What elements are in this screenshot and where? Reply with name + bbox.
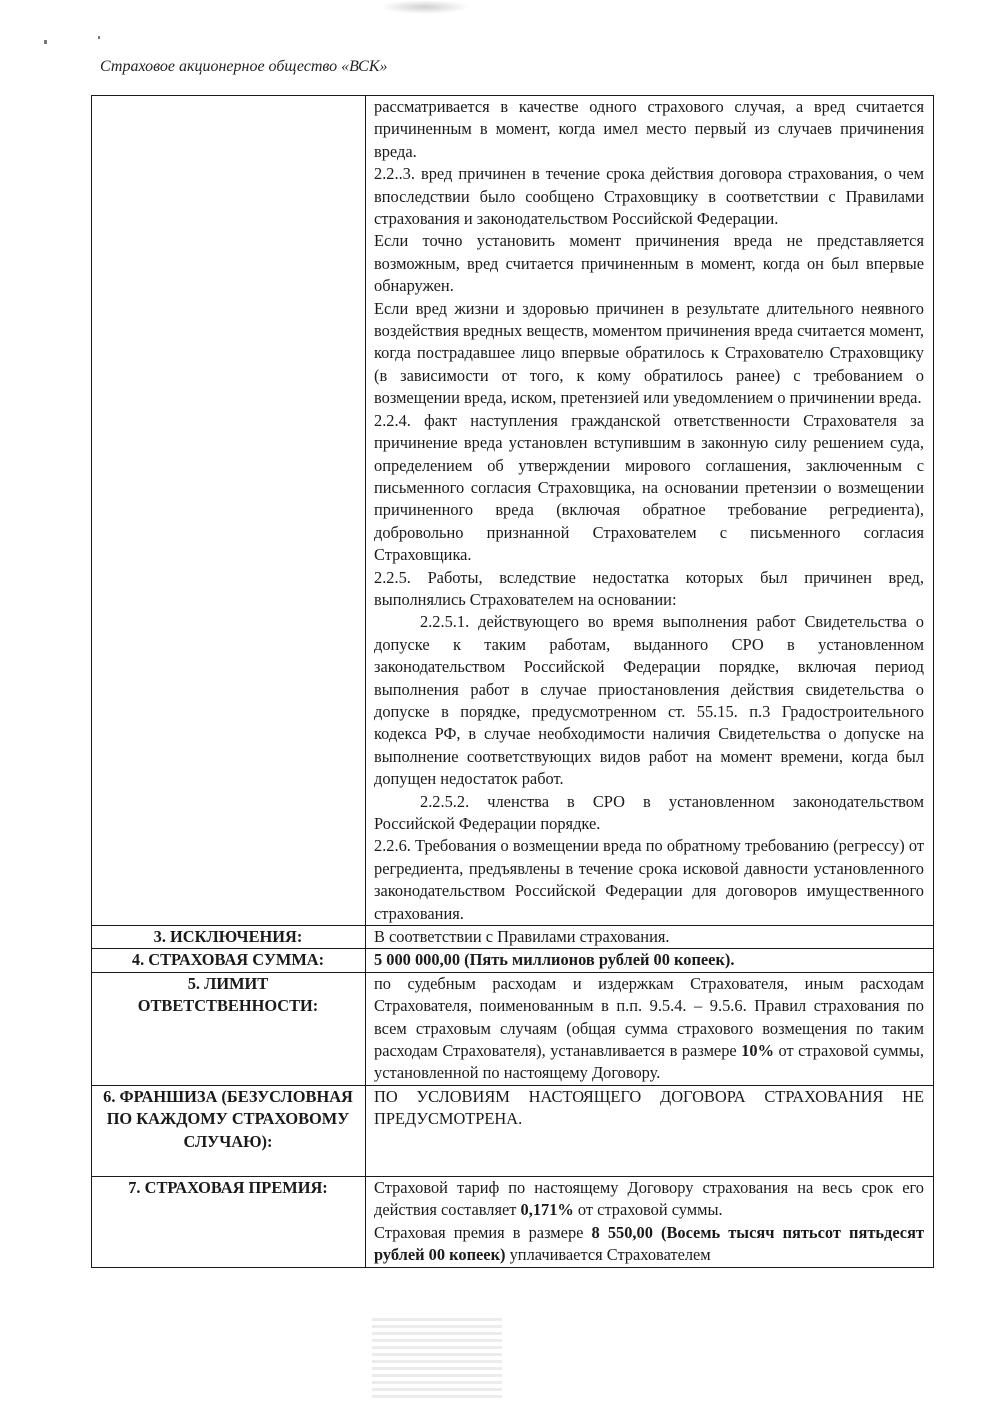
premium-text: Страховая премия в размере [374, 1222, 592, 1242]
deductible-value: ПО УСЛОВИЯМ НАСТОЯЩЕГО ДОГОВОРА СТРАХОВАНИЯ НЕ ПРЕДУСМОТРЕНА. [366, 1085, 934, 1176]
table-row [92, 1085, 934, 1176]
clause-2-2-5: 2.2.5. Работы, вследствие недостатка которых был причинен вред, выполнялись Страхователем на основании: [374, 567, 924, 609]
scan-speck [44, 40, 47, 44]
liability-limit-label: 5. ЛИМИТ ОТВЕТСТВЕННОСТИ: [92, 972, 366, 1085]
sum-insured-value [366, 949, 934, 972]
premium-value [366, 1176, 934, 1267]
limit-text: по судебным расходам и издержкам Страхователя, иным расходам Страхователя, поименованным в п.п. 9.5.4. – 9.5.6. Правил страхования по всем страховым случаям (общая сумма страхового возмещения по таким расходам Страхователя), устанавливается в размере [374, 973, 924, 1061]
tariff-text: от страховой суммы. [573, 1200, 723, 1220]
table-row [92, 1176, 934, 1267]
clause-2-2-3: 2.2..3. вред причинен в течение срока действия договора страхования, о чем впоследствии было сообщено Страховщику в соответствии с Правилами страхования и законодательством Российской Федерации. [374, 164, 924, 229]
sum-insured-amount: 5 000 000,00 (Пять миллионов рублей 00 копеек). [374, 950, 735, 970]
liability-limit-value [366, 972, 934, 1085]
exclusions-value: В соответствии с Правилами страхования. [366, 926, 934, 949]
company-header: Страховое акционерное общество «ВСК» [100, 58, 388, 75]
policy-terms-table [91, 95, 934, 1268]
insured-event-conditions [366, 96, 934, 926]
table-row [92, 96, 934, 926]
empty-label-cell [92, 96, 366, 926]
premium-text: уплачивается Страхователем [505, 1245, 711, 1265]
tariff-paragraph [374, 1177, 924, 1222]
tariff-rate: 0,171% [520, 1200, 574, 1220]
table-row [92, 949, 934, 972]
premium-amount: 8 550,00 (Восемь тысяч пятьсот пятьдесят рублей 00 копеек) [374, 1222, 924, 1265]
limit-text: от страховой суммы, установленной по настоящему Договору. [374, 1041, 924, 1083]
table-row [92, 972, 934, 1085]
premium-label: 7. СТРАХОВАЯ ПРЕМИЯ: [92, 1176, 366, 1267]
deductible-label: 6. ФРАНШИЗА (БЕЗУСЛОВНАЯ ПО КАЖДОМУ СТРАХОВОМУ СЛУЧАЮ): [92, 1085, 366, 1176]
scan-speck [98, 36, 100, 39]
clause-2-2-4: 2.2.4. факт наступления гражданской ответственности Страхователя за причинение вреда установлен вступившим в законную силу решением суда, определением об утверждении мирового соглашения, заключенным с письменного согласия Страховщика, на основании претензии о возмещении причиненного вреда (включая обратное требование регредиента), добровольно признанной Страхователем с письменного согласия Страховщика. [374, 410, 924, 565]
premium-paragraph [374, 1222, 924, 1267]
exclusions-label: 3. ИСКЛЮЧЕНИЯ: [92, 926, 366, 949]
clause-paragraph: Если точно установить момент причинения вреда не представляется возможным, вред считается причиненным в момент, когда он был впервые обнаружен. [374, 231, 924, 296]
clause-2-2-5-1: 2.2.5.1. действующего во время выполнения работ Свидетельства о допуске к таким работам, выданного СРО в установленном законодательством Российской Федерации порядке, включая период выполнения работ в случае приостановления действия свидетельства о допуске в порядке, предусмотренном ст. 55.15. п.3 Градостроительного кодекса РФ, в случае необходимости наличия Свидетельства о допуске на выполнение соответствующих видов работ на момент времени, когда был допущен недостаток работ. [374, 612, 924, 789]
table-row [92, 926, 934, 949]
clause-paragraph: Если вред жизни и здоровью причинен в результате длительного неявного воздействия вредных веществ, моментом причинения вреда считается момент, когда пострадавшее лицо впервые обратилось к Страхователю Страховщику (в зависимости от того, к кому обратилось ранее) с требованием о возмещении вреда, иском, претензией или уведомлением о причинении вреда. [374, 298, 924, 408]
clause-paragraph: рассматривается в качестве одного страхового случая, а вред считается причиненным в момент, когда имел место первый из случаев причинения вреда. [374, 97, 924, 161]
clause-2-2-6: 2.2.6. Требования о возмещении вреда по обратному требованию (регрессу) от регредиента, предъявлены в течение срока исковой давности установленного законодательством Российской Федерации для договоров имущественного страхования. [374, 836, 924, 923]
scan-artifact [380, 0, 470, 14]
limit-percent: 10% [741, 1041, 774, 1061]
clause-2-2-5-2: 2.2.5.2. членства в СРО в установленном законодательством Российской Федерации порядке. [374, 791, 924, 833]
tariff-text: Страховой тариф по настоящему Договору страхования на весь срок его действия составляет [374, 1177, 924, 1220]
faded-stamp-bleedthrough [372, 1318, 502, 1398]
sum-insured-label: 4. СТРАХОВАЯ СУММА: [92, 949, 366, 972]
